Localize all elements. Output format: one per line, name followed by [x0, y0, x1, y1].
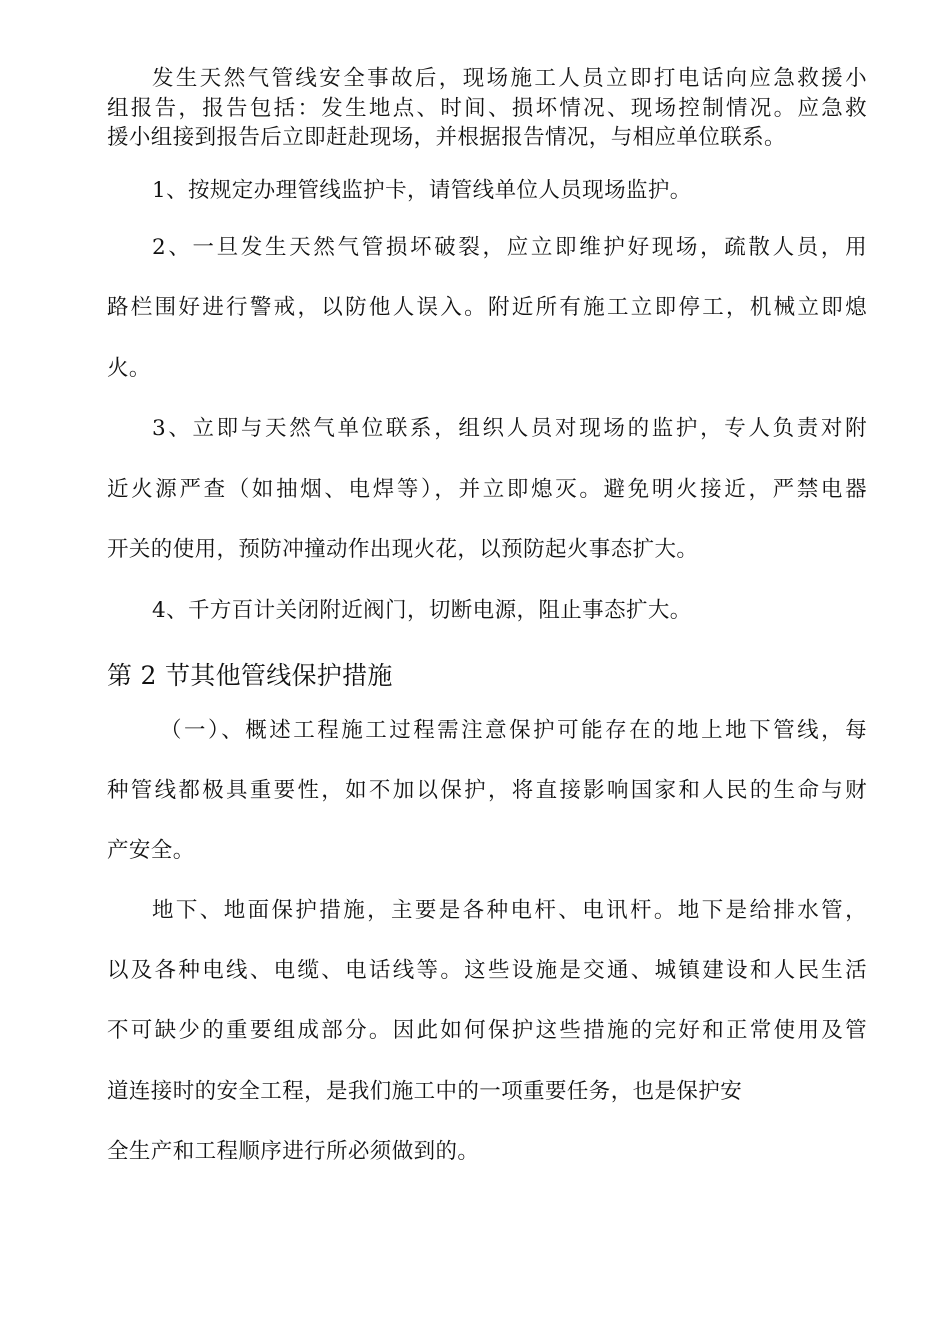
paragraph-line: 以及各种电线、电缆、电话线等。这些设施是交通、城镇建设和人民生活	[107, 958, 867, 983]
list-item-2: 2、一旦发生天然气管损坏破裂，应立即维护好现场，疏散人员，用	[152, 235, 867, 260]
paragraph-line: （一）、概述工程施工过程需注意保护可能存在的地上地下管线，每	[160, 718, 867, 743]
paragraph-line: 不可缺少的重要组成部分。因此如何保护这些措施的完好和正常使用及管	[107, 1018, 867, 1043]
paragraph-line: 种管线都极具重要性，如不加以保护，将直接影响国家和人民的生命与财	[107, 778, 867, 803]
paragraph-line: 开关的使用，预防冲撞动作出现火花，以预防起火事态扩大。	[107, 537, 699, 562]
paragraph-line: 发生天然气管线安全事故后，现场施工人员立即打电话向应急救援小	[152, 66, 867, 91]
paragraph-line: 产安全。	[107, 838, 195, 863]
section-heading: 第 2 节其他管线保护措施	[107, 661, 393, 690]
paragraph-line: 路栏围好进行警戒，以防他人误入。附近所有施工立即停工，机械立即熄	[107, 295, 867, 320]
paragraph-line: 援小组接到报告后立即赶赴现场，并根据报告情况，与相应单位联系。	[107, 125, 786, 150]
list-item-4: 4、千方百计关闭附近阀门，切断电源，阻止事态扩大。	[152, 598, 692, 623]
paragraph-line: 地下、地面保护措施，主要是各种电杆、电讯杆。地下是给排水管，	[152, 898, 867, 923]
paragraph-line: 全生产和工程顺序进行所必须做到的。	[107, 1139, 480, 1164]
paragraph-line: 火。	[107, 356, 151, 381]
paragraph-line: 道连接时的安全工程，是我们施工中的一项重要任务，也是保护安	[107, 1079, 743, 1104]
list-item-1: 1、按规定办理管线监护卡，请管线单位人员现场监护。	[152, 178, 692, 203]
paragraph-line: 组报告，报告包括：发生地点、时间、损坏情况、现场控制情况。应急救	[107, 96, 867, 121]
list-item-3: 3、立即与天然气单位联系，组织人员对现场的监护，专人负责对附	[152, 416, 867, 441]
paragraph-line: 近火源严查（如抽烟、电焊等），并立即熄灭。避免明火接近，严禁电器	[107, 477, 867, 502]
